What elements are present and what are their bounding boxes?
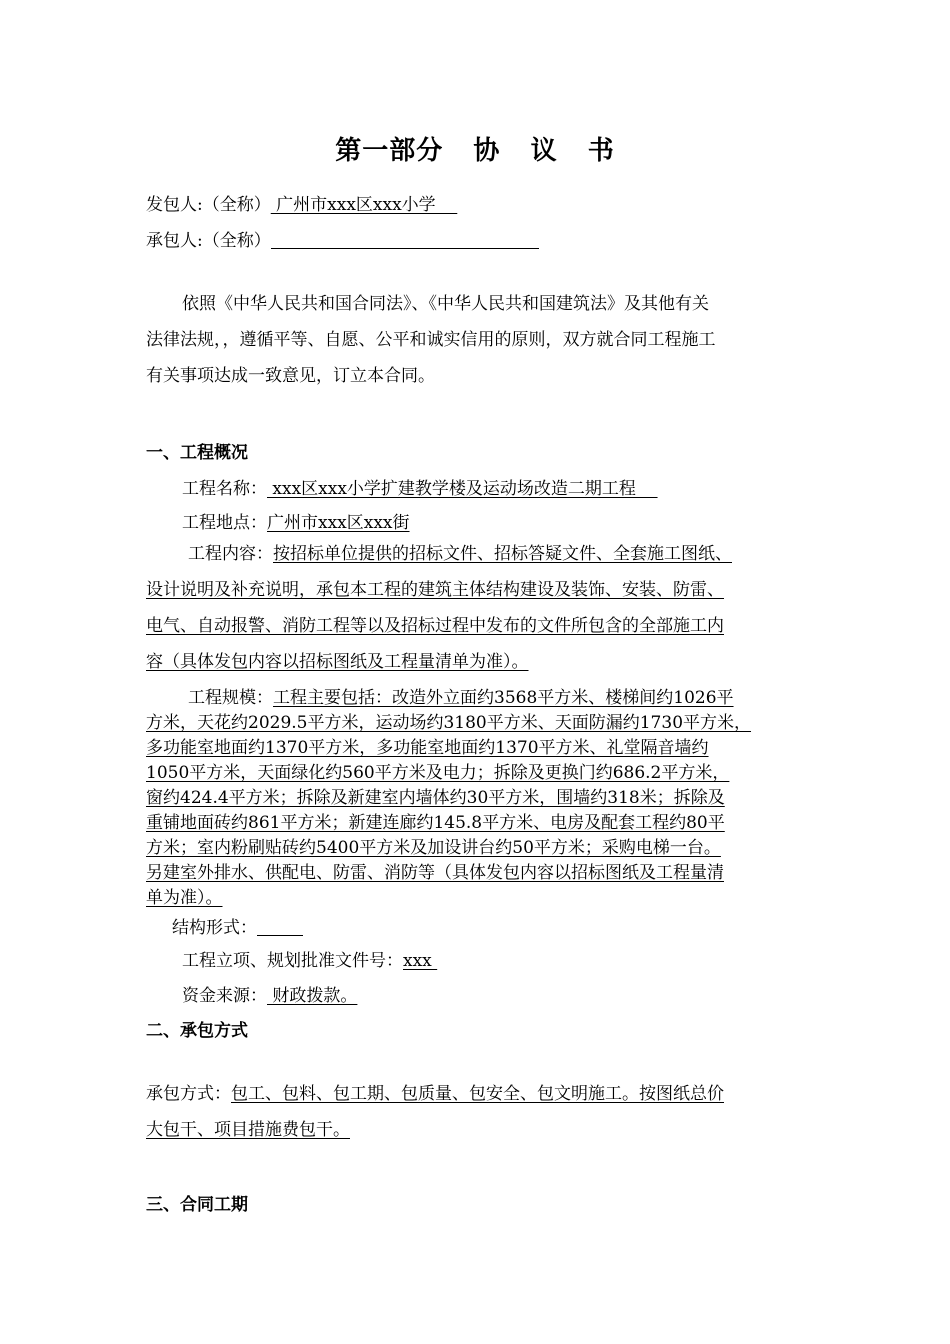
- project-location-line: [182, 508, 410, 533]
- project-location-value: 广州市xxx区xxx街: [267, 513, 410, 533]
- project-scale-line: 多功能室地面约1370平方米，多功能室地面约1370平方米、礼堂隔音墙约: [146, 738, 709, 758]
- structure-label: 结构形式：: [172, 918, 257, 938]
- contractor-blank: [271, 231, 539, 249]
- approval-label: 工程立项、规划批准文件号：: [182, 951, 403, 971]
- project-scale-line: 重铺地面砖约861平方米；新建连廊约145.8平方米、电房及配套工程约80平: [146, 813, 725, 833]
- project-scale-label: 工程规模：: [188, 688, 273, 708]
- contract-mode-line: 包工、包料、包工期、包质量、包安全、包文明施工。按图纸总价: [231, 1084, 724, 1104]
- structure-blank: [257, 918, 303, 936]
- project-content-label: 工程内容：: [188, 544, 273, 564]
- project-name-value: xxx区xxx小学扩建教学楼及运动场改造二期工程: [267, 479, 658, 499]
- project-location-label: 工程地点：: [182, 513, 267, 533]
- project-scale-line: 方米；室内粉刷贴砖约5400平方米及加设讲台约50平方米；采购电梯一台。: [146, 838, 721, 858]
- intro-line: 法律法规，，遵循平等、自愿、公平和诚实信用的原则，双方就合同工程施工: [146, 330, 716, 350]
- project-scale-line: 1050平方米，天面绿化约560平方米及电力；拆除及更换门约686.2平方米，: [146, 763, 730, 783]
- project-content-line: 容（具体发包内容以招标图纸及工程量清单为准）。: [146, 652, 529, 672]
- approval-value: xxx: [403, 951, 438, 971]
- funding-line: [182, 981, 357, 1006]
- section3-heading: 三、合同工期: [146, 1195, 248, 1215]
- contract-mode-paragraph: [146, 1076, 812, 1148]
- contract-mode-line: 大包干、项目措施费包干。: [146, 1120, 350, 1140]
- project-scale-line: 单为准）。: [146, 888, 223, 908]
- project-content-line: 按招标单位提供的招标文件、招标答疑文件、全套施工图纸、: [273, 544, 732, 564]
- section1-heading: 一、工程概况: [146, 443, 248, 463]
- structure-line: [172, 913, 303, 938]
- project-name-label: 工程名称：: [182, 479, 267, 499]
- employer-label: 发包人:（全称）: [146, 195, 271, 215]
- contractor-label: 承包人:（全称）: [146, 231, 271, 251]
- intro-line: 依照《中华人民共和国合同法》、《中华人民共和国建筑法》及其他有关: [182, 294, 709, 314]
- employer-value: 广州市xxx区xxx小学: [270, 195, 458, 215]
- approval-line: [182, 946, 437, 971]
- project-scale-line: 另建室外排水、供配电、防雷、消防等（具体发包内容以招标图纸及工程量清: [146, 863, 724, 883]
- project-content-line: 电气、自动报警、消防工程等以及招标过程中发布的文件所包含的全部施工内: [146, 616, 724, 636]
- project-scale-paragraph: [146, 686, 812, 911]
- project-name-line: [182, 474, 658, 499]
- intro-line: 有关事项达成一致意见，订立本合同。: [146, 366, 435, 386]
- funding-value: 财政拨款。: [267, 986, 358, 1006]
- project-scale-line: 工程主要包括：改造外立面约3568平方米、楼梯间约1026平: [273, 688, 734, 708]
- project-content-line: 设计说明及补充说明，承包本工程的建筑主体结构建设及装饰、安装、防雷、: [146, 580, 724, 600]
- project-content-paragraph: [146, 536, 812, 680]
- project-scale-line: 方米，天花约2029.5平方米，运动场约3180平方米、天面防漏约1730平方米，: [146, 713, 752, 733]
- funding-label: 资金来源：: [182, 986, 267, 1006]
- document-title: 第一部分 协 议 书: [335, 136, 615, 166]
- section2-heading: 二、承包方式: [146, 1021, 248, 1041]
- intro-paragraph: [146, 286, 812, 394]
- project-scale-line: 窗约424.4平方米；拆除及新建室内墙体约30平方米，围墙约318米；拆除及: [146, 788, 725, 808]
- contract-mode-label: 承包方式：: [146, 1084, 231, 1104]
- contractor-line: [146, 226, 539, 251]
- employer-line: [146, 190, 457, 215]
